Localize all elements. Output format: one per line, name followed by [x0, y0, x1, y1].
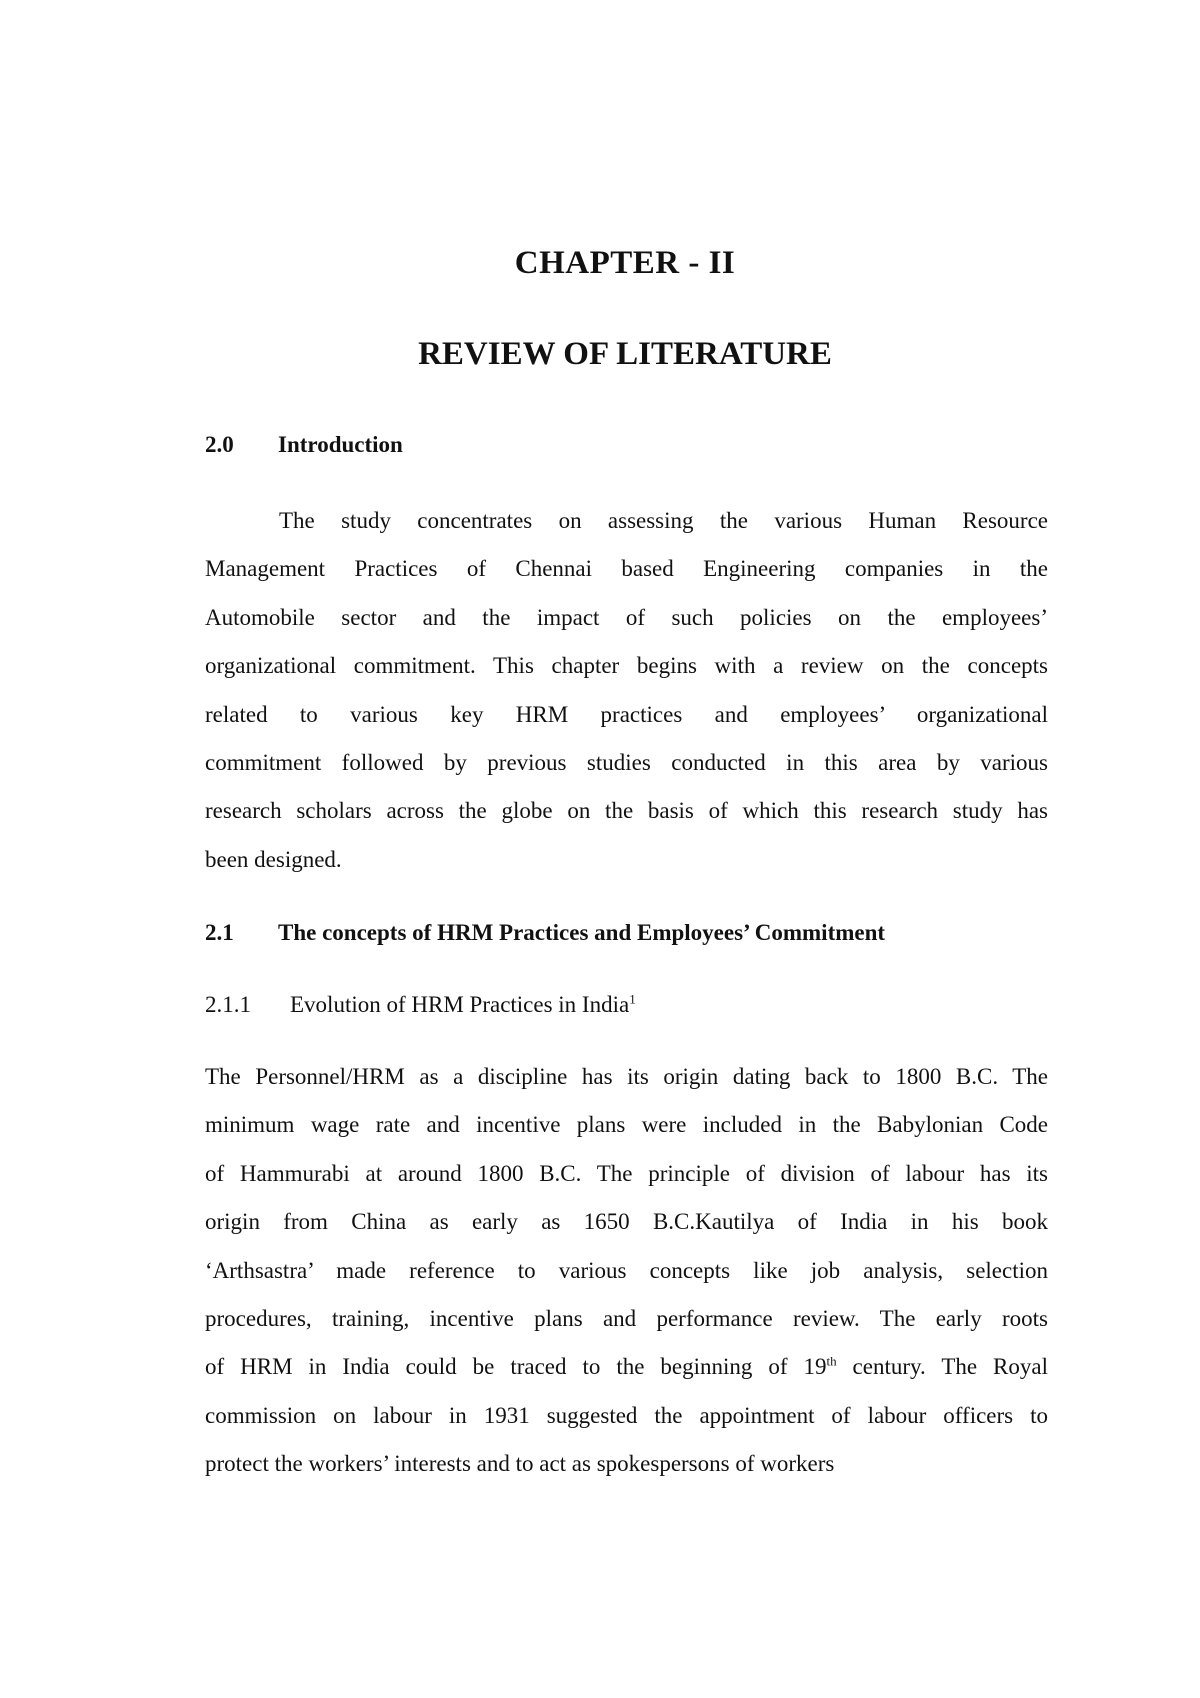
line-text-start: of HRM in India could be traced to the beginning of 19	[205, 1354, 827, 1380]
line-text-end: century. The Royal	[836, 1354, 1048, 1380]
paragraph-line: related to various key HRM practices and employees’ organizational	[205, 701, 1048, 727]
paragraph-line-with-superscript	[205, 1343, 1048, 1391]
footnote-reference: 1	[629, 991, 636, 1007]
section-heading-introduction	[205, 432, 403, 458]
paragraph-line: minimum wage rate and incentive plans were included in the Babylonian Code	[205, 1112, 1048, 1138]
paragraph-line: Management Practices of Chennai based Engineering companies in the	[205, 556, 1048, 582]
paragraph-line: been designed.	[205, 846, 342, 872]
paragraph-line: The Personnel/HRM as a discipline has its origin dating back to 1800 B.C. The	[205, 1064, 1048, 1089]
paragraph-line: protect the workers’ interests and to act as spokespersons of workers	[205, 1451, 835, 1477]
chapter-title: REVIEW OF LITERATURE	[418, 336, 832, 372]
introduction-paragraph	[205, 497, 1048, 884]
subsection-heading-evolution	[205, 992, 636, 1018]
paragraph-line: commission on labour in 1931 suggested the appointment of labour officers to	[205, 1402, 1048, 1428]
paragraph-line: ‘Arthsastra’ made reference to various concepts like job analysis, selection	[205, 1257, 1048, 1283]
section-title: The concepts of HRM Practices and Employees’ Commitment	[278, 920, 886, 945]
section-number: 2.0	[205, 432, 234, 457]
paragraph-line: The study concentrates on assessing the various Human Resource	[279, 508, 1048, 533]
chapter-number: CHAPTER - II	[514, 245, 736, 281]
paragraph-line: of Hammurabi at around 1800 B.C. The principle of division of labour has its	[205, 1160, 1048, 1186]
section-heading-concepts	[205, 920, 885, 946]
ordinal-superscript: th	[826, 1353, 837, 1369]
subsection-title: Evolution of HRM Practices in India	[290, 992, 630, 1017]
paragraph-line: Automobile sector and the impact of such policies on the employees’	[205, 604, 1048, 630]
subsection-number: 2.1.1	[205, 992, 251, 1017]
paragraph-line: origin from China as early as 1650 B.C.Kautilya of India in his book	[205, 1209, 1048, 1235]
paragraph-line: research scholars across the globe on the basis of which this research study has	[205, 798, 1048, 824]
section-title: Introduction	[278, 432, 403, 457]
section-number: 2.1	[205, 920, 234, 945]
paragraph-line: organizational commitment. This chapter begins with a review on the concepts	[205, 653, 1048, 679]
paragraph-line: procedures, training, incentive plans and performance review. The early roots	[205, 1305, 1048, 1331]
evolution-paragraph	[205, 1053, 1048, 1489]
paragraph-line: commitment followed by previous studies conducted in this area by various	[205, 749, 1048, 775]
